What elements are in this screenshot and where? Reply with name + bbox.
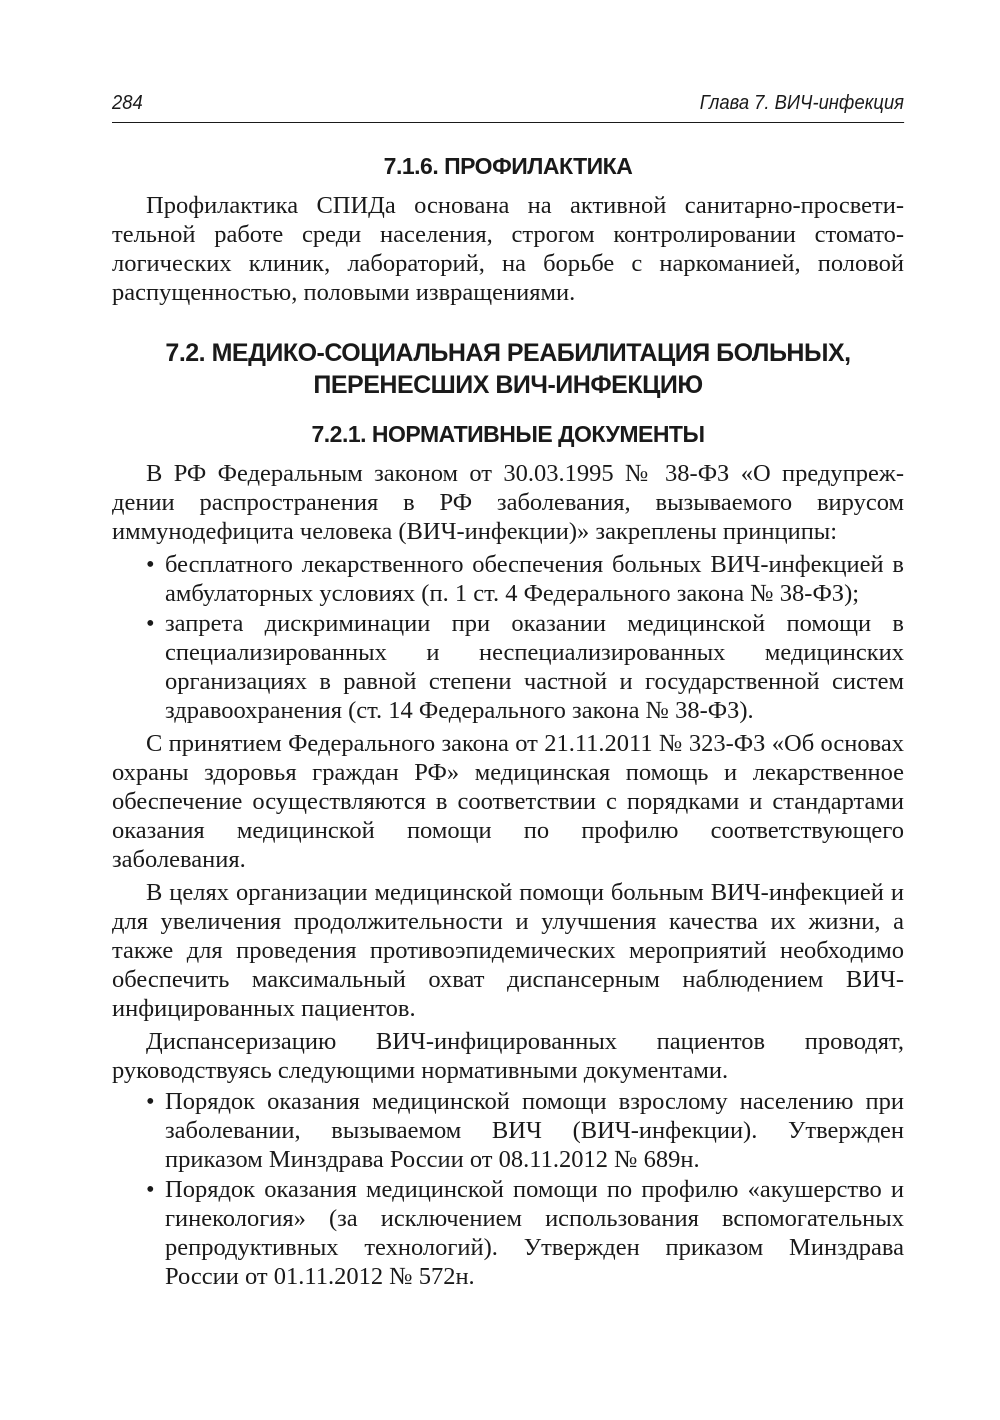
- list-item: [146, 1175, 904, 1291]
- paragraph-prevention: Профилактика СПИДа основана на активной санитарно-просветительной работе среди населения, строгом контролировании стоматологических клиник, лабораторий, на борьбе с наркоманией, половой распущенностью, половыми извращениями.: [112, 192, 904, 306]
- list-item-text: бесплатного лекарственного обеспечения больных ВИЧ-инфекцией в амбулаторных условиях (п. 1 ст. 4 Федерального закона № 38-ФЗ);: [165, 551, 904, 607]
- list-item: [146, 550, 904, 608]
- paragraph-organization: В целях организации медицинской помощи больным ВИЧ-инфекцией и для увеличения продолжительности и улучшения качества их жизни, а также для проведения противоэпидемических мероприятий необходимо обеспечить максимальный охват диспансерным наблюдением ВИЧ-инфицированных пациентов.: [112, 879, 904, 1022]
- list-item-text: Порядок оказания медицинской помощи взрослому населению при заболевании, вызываемом ВИЧ (ВИЧ-инфекции). Утвержден приказом Минздрава России от 08.11.2012 № 689н.: [165, 1088, 904, 1173]
- list-item: [146, 1087, 904, 1174]
- section-heading-7-2-1: 7.2.1. НОРМАТИВНЫЕ ДОКУМЕНТЫ: [311, 421, 705, 447]
- bullet-icon: •: [146, 1176, 155, 1203]
- page-number: 284: [112, 92, 143, 114]
- section-heading-7-2-line2: ПЕРЕНЕСШИХ ВИЧ-ИНФЕКЦИЮ: [313, 371, 703, 399]
- list-item: [146, 609, 904, 725]
- paragraph-dispensary: Диспансеризацию ВИЧ-инфицированных пациентов проводят, руководствуясь следующими нормативными документами.: [112, 1028, 904, 1084]
- chapter-title: Глава 7. ВИЧ-инфекция: [699, 92, 905, 114]
- list-item-text: Порядок оказания медицинской помощи по профилю «акушерство и гинекология» (за исключением использования вспомогательных репродуктивных технологий). Утвержден приказом Минздрава России от 01.11.2012 № 572н.: [165, 1176, 904, 1290]
- principles-list: [112, 550, 904, 725]
- section-heading-7-1-6: 7.1.6. ПРОФИЛАКТИКА: [383, 153, 633, 179]
- paragraph-federal-law: В РФ Федеральным законом от 30.03.1995 № 38-ФЗ «О предупреждении распространения в РФ заболевания, вызываемого вирусом иммунодефицита человека (ВИЧ-инфекции)» закреплены принципы:: [112, 460, 904, 545]
- section-heading-7-2-line1: 7.2. МЕДИКО-СОЦИАЛЬНАЯ РЕАБИЛИТАЦИЯ БОЛЬНЫХ,: [165, 339, 851, 367]
- running-header: [112, 90, 904, 123]
- bullet-icon: •: [146, 1088, 155, 1115]
- bullet-icon: •: [146, 551, 155, 578]
- list-item-text: запрета дискриминации при оказании медицинской помощи в специализированных и неспециализированных медицинских организациях в равной степени частной и государственной систем здравоохранения (ст. 14 Федерального закона № 38-ФЗ).: [165, 610, 904, 724]
- bullet-icon: •: [146, 610, 155, 637]
- paragraph-law-323: С принятием Федерального закона от 21.11.2011 № 323-ФЗ «Об основах охраны здоровья граждан РФ» медицинская помощь и лекарственное обеспечение осуществляются в соответствии с порядками и стандартами оказания медицинской помощи по профилю соответствующего заболевания.: [112, 730, 904, 873]
- documents-list: [112, 1087, 904, 1291]
- document-page: [112, 90, 904, 1295]
